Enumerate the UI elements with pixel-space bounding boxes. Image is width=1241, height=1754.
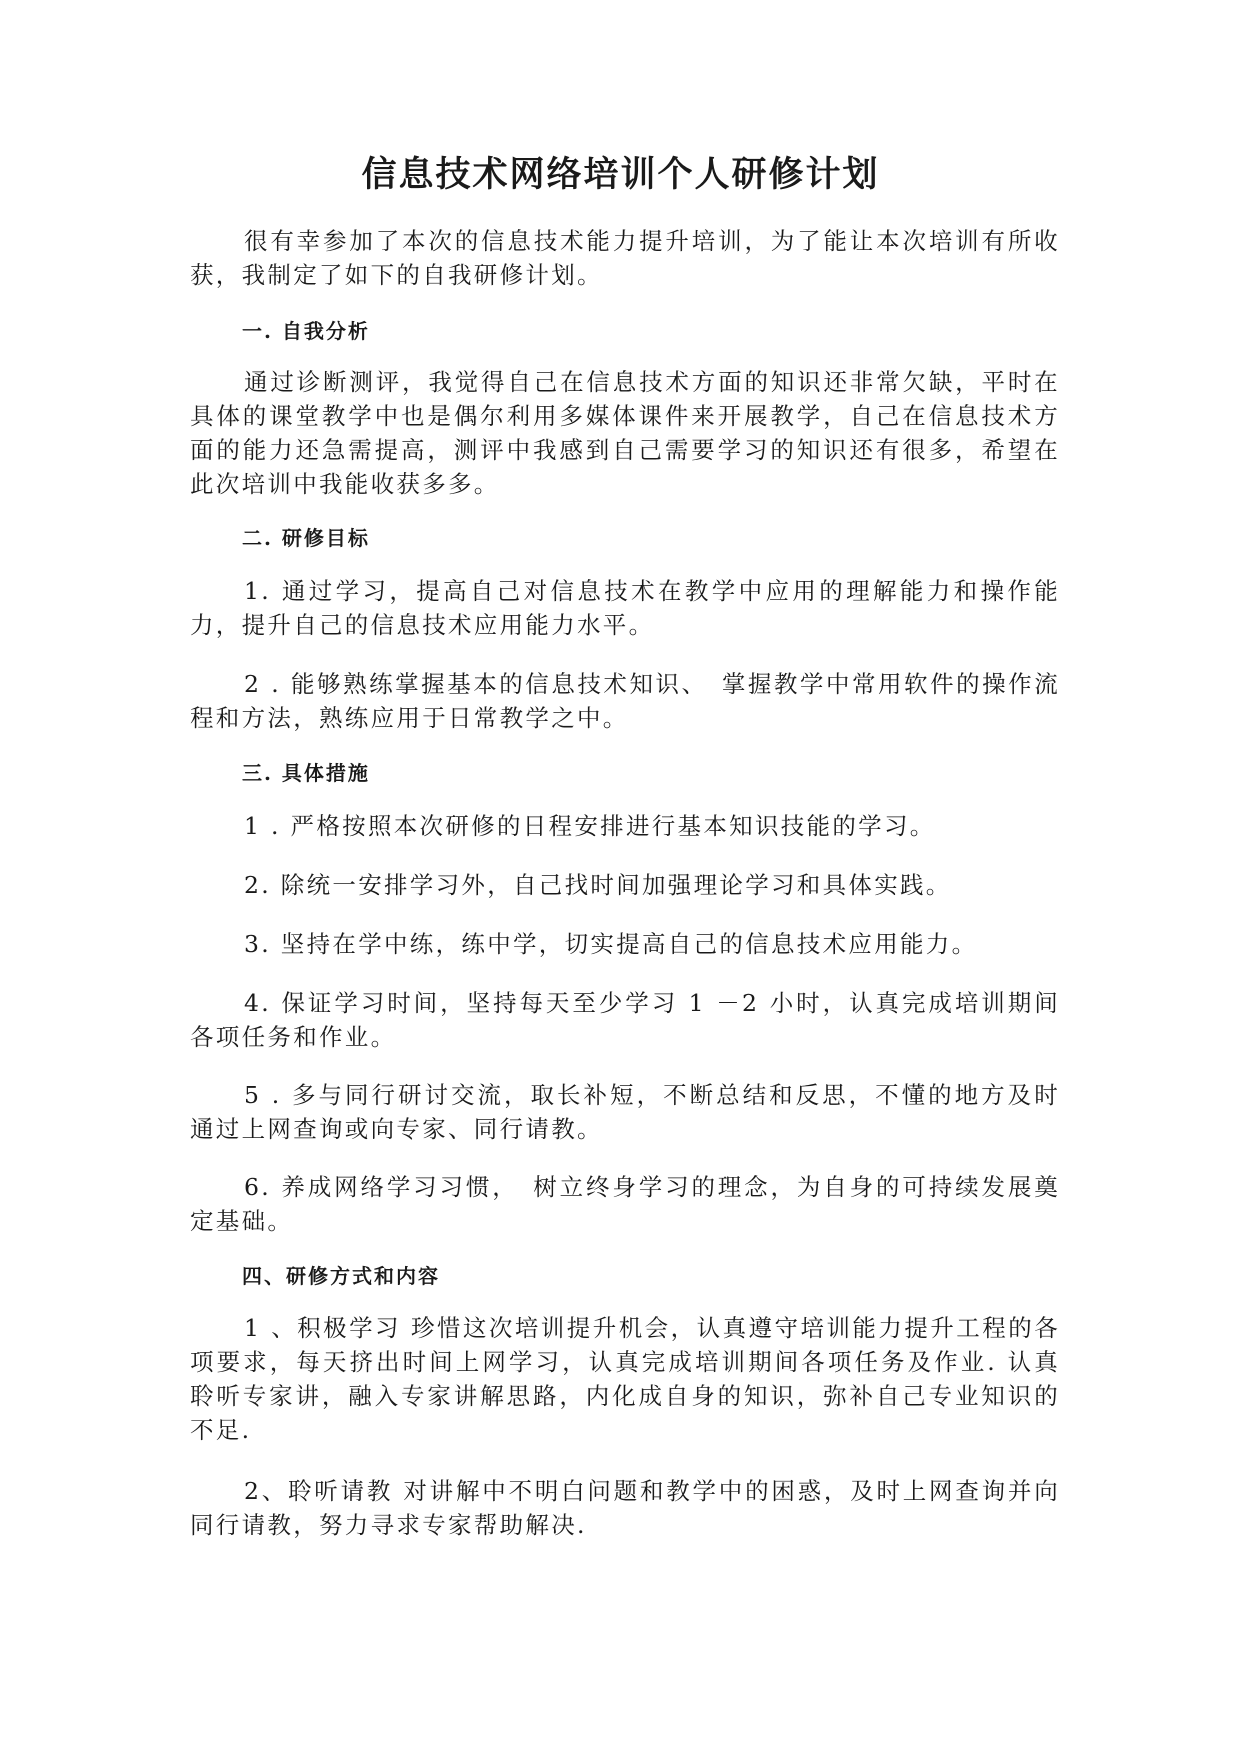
section-heading-self-analysis: 一. 自我分析 — [242, 319, 370, 343]
measure-item-1: 1 . 严格按照本次研修的日程安排进行基本知识技能的学习。 — [244, 812, 936, 840]
section-heading-methods: 四、研修方式和内容 — [242, 1264, 440, 1288]
measure-item-3: 3. 坚持在学中练，练中学，切实提高自己的信息技术应用能力。 — [244, 930, 978, 958]
section-heading-measures: 三. 具体措施 — [242, 761, 370, 785]
document-title: 信息技术网络培训个人研修计划 — [361, 154, 880, 195]
goal-item-2: 2 . 能够熟练掌握基本的信息技术知识、 掌握教学中常用软件的操作流程和方法，熟练应用于日常教学之中。 — [190, 670, 1060, 732]
section-heading-goals: 二. 研修目标 — [242, 526, 370, 550]
measure-item-5: 5 . 多与同行研讨交流，取长补短，不断总结和反思，不懂的地方及时通过上网查询或向专家、同行请教。 — [190, 1081, 1060, 1143]
method-item-1: 1 、积极学习 珍惜这次培训提升机会，认真遵守培训能力提升工程的各项要求，每天挤出时间上网学习，认真完成培训期间各项任务及作业. 认真聆听专家讲，融入专家讲解思路，内化成自身的知识，弥补自己专业知识的不足. — [190, 1314, 1060, 1444]
method-item-2: 2、聆听请教 对讲解中不明白问题和教学中的困惑，及时上网查询并向同行请教，努力寻求专家帮助解决. — [190, 1477, 1060, 1539]
measure-item-6: 6. 养成网络学习习惯， 树立终身学习的理念，为自身的可持续发展奠定基础。 — [190, 1173, 1060, 1235]
self-analysis-paragraph: 通过诊断测评，我觉得自己在信息技术方面的知识还非常欠缺，平时在具体的课堂教学中也是偶尔利用多媒体课件来开展教学，自己在信息技术方面的能力还急需提高，测评中我感到自己需要学习的知识还有很多，希望在此次培训中我能收获多多。 — [190, 368, 1060, 498]
measure-item-2: 2. 除统一安排学习外，自己找时间加强理论学习和具体实践。 — [244, 871, 952, 899]
goal-item-1: 1. 通过学习，提高自己对信息技术在教学中应用的理解能力和操作能力，提升自己的信息技术应用能力水平。 — [190, 577, 1060, 639]
measure-item-4: 4. 保证学习时间，坚持每天至少学习 1 －2 小时，认真完成培训期间各项任务和作业。 — [190, 989, 1060, 1051]
intro-paragraph: 很有幸参加了本次的信息技术能力提升培训，为了能让本次培训有所收获，我制定了如下的自我研修计划。 — [190, 227, 1060, 289]
